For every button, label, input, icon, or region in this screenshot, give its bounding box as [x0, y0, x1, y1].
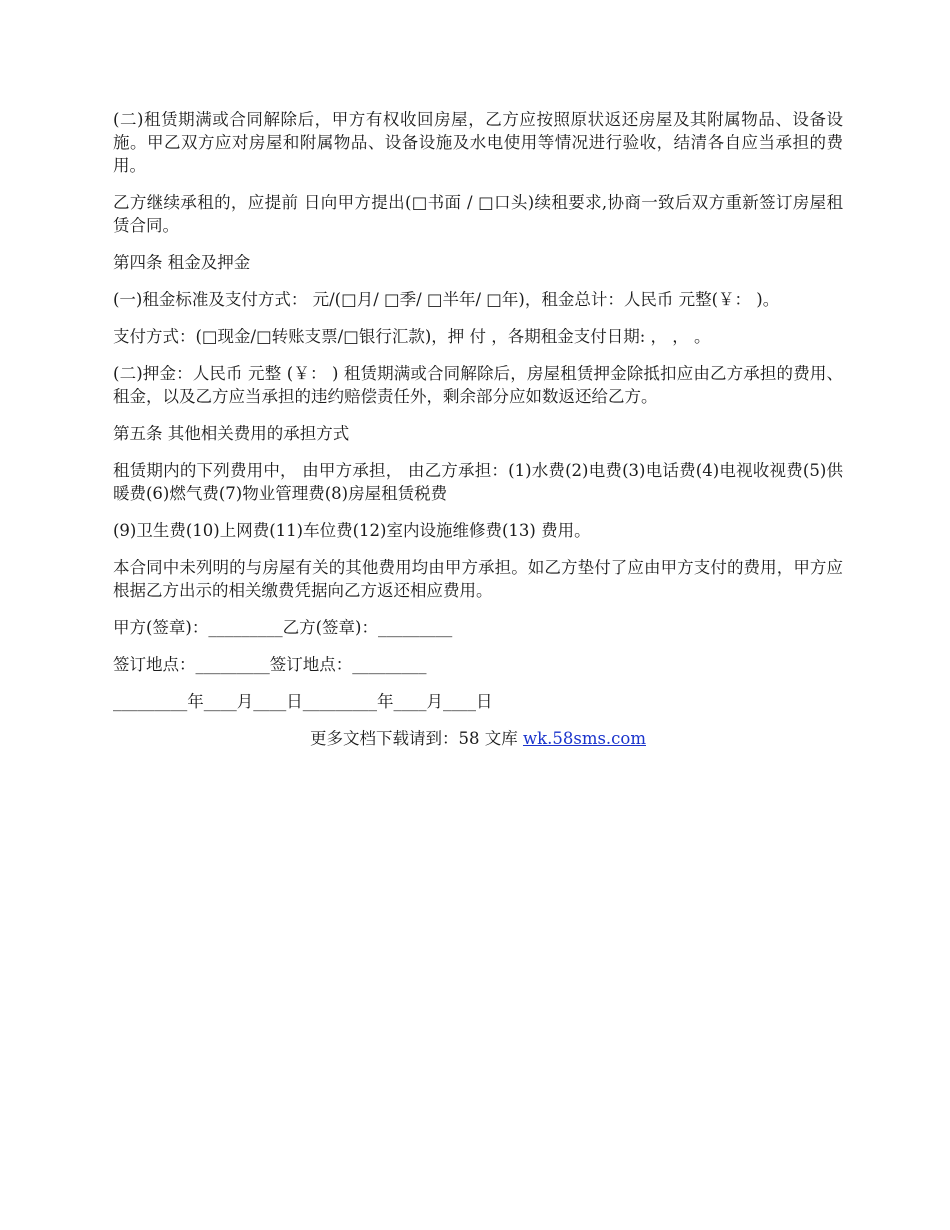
footer-link[interactable]: wk.58sms.com — [522, 729, 646, 748]
download-footer — [113, 727, 843, 750]
signing-place-line: 签订地点：_________签订地点：_________ — [113, 655, 427, 674]
paragraph-renewal: 乙方继续承租的，应提前 日向甲方提出(□书面 / □口头)续租要求,协商一致后双方重新签订房屋租赁合同。 — [113, 193, 843, 235]
document-page — [113, 108, 843, 750]
footer-text: 更多文档下载请到：58 文库 — [309, 729, 523, 748]
paragraph-lease-end-return: (二)租赁期满或合同解除后，甲方有权收回房屋，乙方应按照原状返还房屋及其附属物品、设备设施。甲乙双方应对房屋和附属物品、设备设施及水电使用等情况进行验收，结清各自应当承担的费用。 — [113, 110, 843, 175]
paragraph-other-fees: 本合同中未列明的与房屋有关的其他费用均由甲方承担。如乙方垫付了应由甲方支付的费用，甲方应根据乙方出示的相关缴费凭据向乙方返还相应费用。 — [113, 558, 843, 600]
paragraph-fees-list-continued: (9)卫生费(10)上网费(11)车位费(12)室内设施维修费(13) 费用。 — [113, 521, 591, 540]
paragraph-fees-list: 租赁期内的下列费用中， 由甲方承担， 由乙方承担：(1)水费(2)电费(3)电话费(4)电视收视费(5)供暖费(6)燃气费(7)物业管理费(8)房屋租赁税费 — [113, 461, 843, 503]
article-4-heading: 第四条 租金及押金 — [113, 253, 251, 272]
signature-line: 甲方(签章)：_________乙方(签章)：_________ — [113, 618, 453, 637]
article-5-heading: 第五条 其他相关费用的承担方式 — [113, 424, 350, 443]
paragraph-rent-standard: (一)租金标准及支付方式： 元/(□月/ □季/ □半年/ □年)，租金总计：人民币 元整(￥： )。 — [113, 290, 780, 309]
date-line: _________年____月____日_________年____月____日 — [113, 692, 493, 711]
paragraph-deposit: (二)押金：人民币 元整 (￥： ) 租赁期满或合同解除后，房屋租赁押金除抵扣应由乙方承担的费用、租金，以及乙方应当承担的违约赔偿责任外，剩余部分应如数返还给乙方。 — [113, 364, 843, 406]
paragraph-payment-method: 支付方式：(□现金/□转账支票/□银行汇款)，押 付 ，各期租金支付日期: ， ， 。 — [113, 327, 711, 346]
